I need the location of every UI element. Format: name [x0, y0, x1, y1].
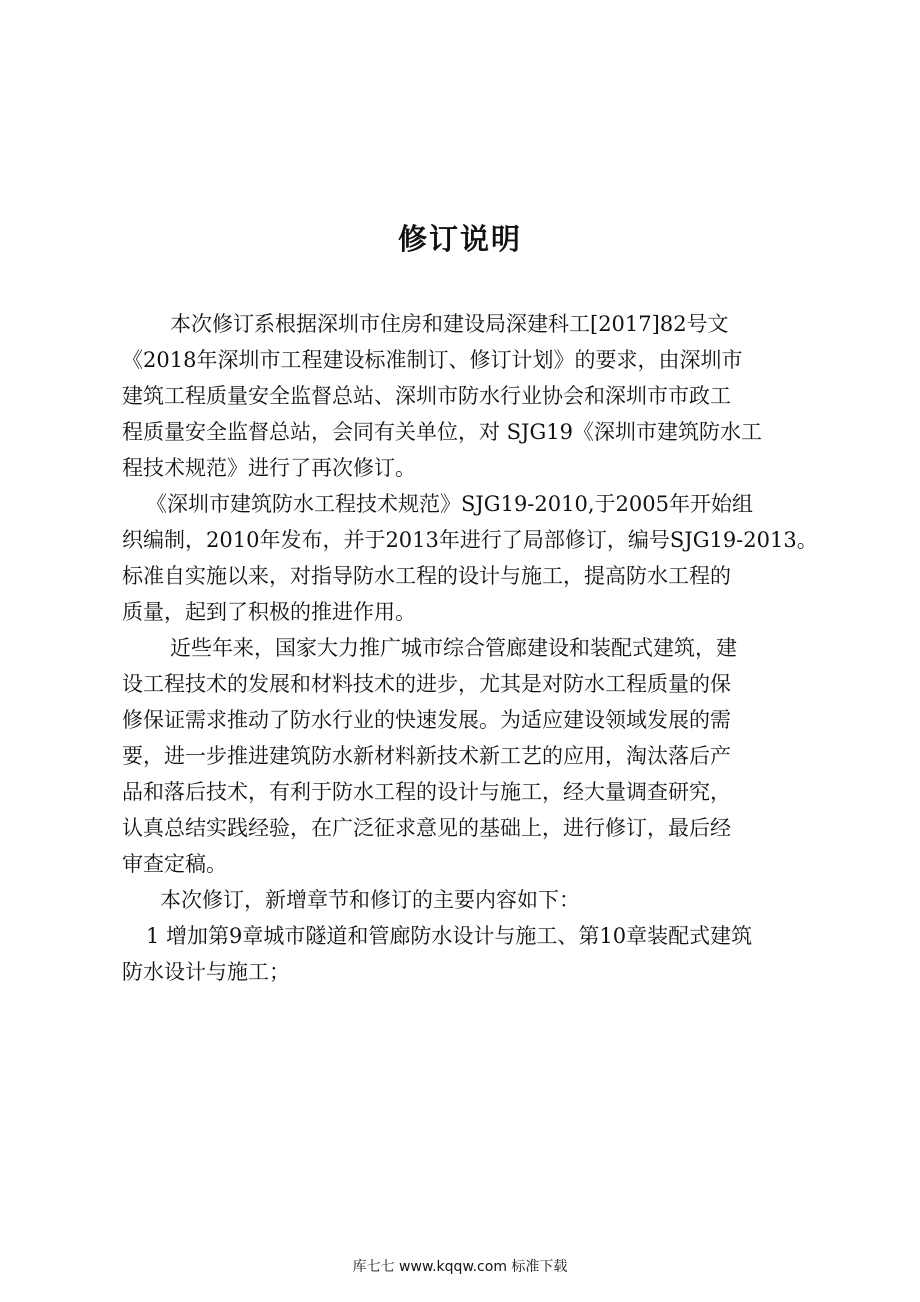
text-line: 设工程技术的发展和材料技术的进步，尤其是对防水工程质量的保 — [122, 672, 731, 696]
text-line: 织编制，2010年发布，并于2013年进行了局部修订，编号SJG19-2013。 — [122, 528, 818, 552]
text-line: 修保证需求推动了防水行业的快速发展。为适应建设领域发展的需 — [122, 708, 731, 732]
text-line: 要，进一步推进建筑防水新材料新技术新工艺的应用，淘汰落后产 — [122, 744, 731, 768]
text-line: 建筑工程质量安全监督总站、深圳市防水行业协会和深圳市市政工 — [122, 384, 731, 408]
text-line: 标准自实施以来，对指导防水工程的设计与施工，提高防水工程的 — [122, 564, 731, 588]
text-line: 《2018年深圳市工程建设标准制订、修订计划》的要求，由深圳市 — [122, 348, 743, 372]
text-line: 《深圳市建筑防水工程技术规范》SJG19-2010,于2005年开始组 — [146, 492, 753, 516]
paragraph-1 — [122, 306, 802, 486]
text-line: 品和落后技术，有利于防水工程的设计与施工，经大量调查研究， — [122, 780, 731, 804]
text-line: 程技术规范》进行了再次修订。 — [122, 456, 416, 480]
text-line: 审查定稿。 — [122, 852, 227, 876]
text-line: 本次修订，新增章节和修订的主要内容如下： — [160, 888, 580, 912]
text-line: 本次修订系根据深圳市住房和建设局深建科工[2017]82号文 — [170, 312, 729, 336]
list-item-1 — [122, 918, 802, 990]
paragraph-2 — [122, 486, 818, 630]
text-line: 程质量安全监督总站，会同有关单位，对 SJG19《深圳市建筑防水工 — [122, 420, 762, 444]
paragraph-3 — [122, 630, 802, 882]
paragraph-4 — [122, 882, 802, 918]
document-body — [122, 306, 818, 990]
text-line: 1 增加第9章城市隧道和管廊防水设计与施工、第10章装配式建筑 — [146, 924, 753, 948]
text-line: 质量，起到了积极的推进作用。 — [122, 600, 416, 624]
footer-watermark: 库七七 www.kqqw.com 标准下载 — [352, 1259, 568, 1275]
text-line: 防水设计与施工； — [122, 960, 290, 984]
text-line: 近些年来，国家大力推广城市综合管廊建设和装配式建筑，建 — [170, 636, 737, 660]
page-title: 修订说明 — [397, 222, 522, 256]
text-line: 认真总结实践经验，在广泛征求意见的基础上，进行修订，最后经 — [122, 816, 731, 840]
